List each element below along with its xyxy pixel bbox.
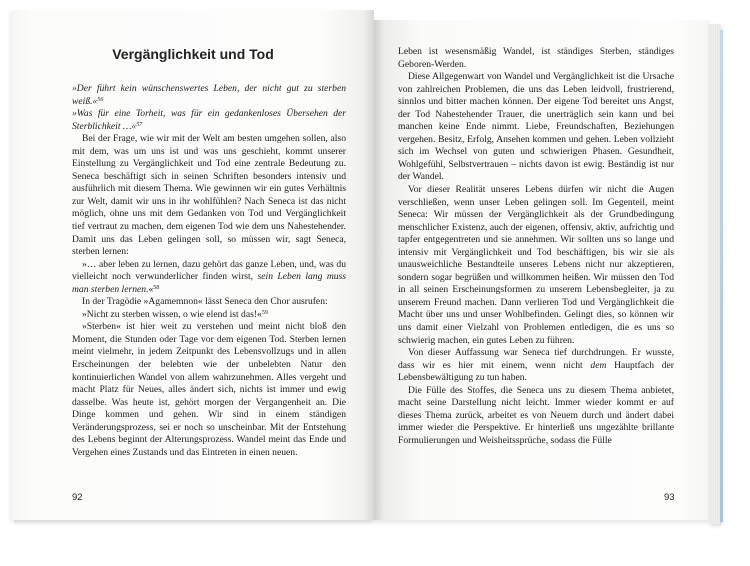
chapter-title: Vergänglichkeit und Tod	[112, 46, 274, 62]
block-quote: »… aber leben zu lernen, dazu gehört das ganze Leben, und, was du vielleicht noch verwunderlicher finden wirst, sein Leben lang muss man sterben lernen.«$^{58}$	[72, 258, 347, 295]
paragraph: Die Fülle des Stoffes, die Seneca uns zu diesem Thema anbietet, macht seine Darstellung nicht leicht. Immer wieder kommt er auf dieses Thema zurück, arbeitet es von Neuem durch und ändert dabei immer wieder die Perspektive. Er hinterließ uns ungezählte brillante Formulierungen und Weisheitssprüche, sodass die Fülle	[398, 384, 674, 446]
left-page-text	[72, 83, 346, 459]
page-edge-stack	[708, 24, 720, 524]
paragraph: In der Tragödie »Agamemnon« lässt Seneca den Chor ausrufen:	[82, 296, 328, 308]
epigraph-quote-1: »Der führt kein wünschenswertes Leben, der nicht gut zu sterben weiß.«$^{56}$	[72, 83, 346, 107]
paragraph: Bei der Frage, wie wir mit der Welt am besten umgehen sollen, also mit dem, was um uns ist und was uns geschieht, kommt unserer Einstellung zu Vergänglichkeit und Tod eine zentrale Bedeutung zu. Seneca beschäftigt sich in seinen Schriften besonders intensiv und ausführlich mit diesem Thema. Wie gewinnen wir ein gutes Verhältnis zur Welt, damit wir uns in ihr wohlfühlen? Nach Seneca ist das nicht möglich, ohne uns mit dem Gedanken von Tod und Vergänglichkeit tief vertraut zu machen, dem eigenen Tod wie dem uns Nahestehender. Damit uns das Leben gelingen soll, so müssen wir, sagt Seneca, sterben lernen:	[72, 133, 346, 258]
paragraph: Leben ist wesensmäßig Wandel, ist ständiges Sterben, ständiges Geboren-Werden.	[398, 46, 674, 70]
paragraph: Von dieser Auffassung war Seneca tief durchdrungen. Er wusste, dass wir es hier mit einem, wenn nicht dem Hauptfach der Lebensbewältigung zu tun haben.	[398, 347, 674, 384]
paragraph: »Sterben« ist hier weit zu verstehen und meint nicht bloß den Moment, die Stunden oder Tage vor dem eigenen Tod. Sterben lernen meint vielmehr, in jedem Zeitpunkt des Lebensvollzugs und in allen Erscheinungen der belebten wie der unbelebten Natur den kontinuierlichen Wandel von allem wahrzunehmen. Alles vergeht und macht Platz für Neues, alles ändert sich, nichts ist immer und ewig dasselbe. Was heute ist, gehört morgen der Vergangenheit an. Die Dinge kommen und gehen. Wir sind in einem ständigen Veränderungsprozess, sei er noch so unscheinbar. Mit der Entstehung des Lebens beginnt der Alterungsprozess. Wandel meint das Ende und Vergehen eines Zustands und das Eintreten in einen neuen.	[72, 321, 346, 458]
page-number-left: 92	[72, 492, 83, 503]
epigraph-quote-2: »Was für eine Torheit, was für ein gedankenloses Übersehen der Sterblichkeit …«$^{57}$	[72, 108, 346, 132]
page-number-right: 93	[664, 492, 675, 503]
right-page-text	[398, 46, 674, 448]
book-cover-edge	[720, 30, 723, 522]
paragraph: Diese Allgegenwart von Wandel und Vergänglichkeit ist die Ursache von zahlreichen Problemen, die uns das Leben leidvoll, frustrierend, sinnlos und bitter machen können. Der eigene Tod bereitet uns Angst, der Tod Nahestehender Trauer, die unerträglich sein kann und bei manchen keine Ende nimmt. Liebe, Freundschaften, Beziehungen vergehen. Besitz, Erfolg, Ansehen kommen und gehen. Leben vollzieht sich im Wechsel von guten und schwierigen Phasen. Gesundheit, Wohlgefühl, Selbstvertrauen – nichts davon ist ewig. Beständig ist nur der Wandel.	[398, 71, 674, 183]
block-quote: »Nicht zu sterben wissen, o wie elend ist das!«$^{59}$	[82, 308, 268, 320]
paragraph: Vor dieser Realität unseres Lebens dürfen wir nicht die Augen verschließen, wenn unser Leben gelingen soll. Im Gegenteil, meint Seneca: Wir müssen der Vergänglichkeit als der Grundbedingung menschlicher Existenz, auch der eigenen, offensiv, aktiv, aufrichtig und tapfer entgegentreten und sie annehmen. Wir sollten uns so lange und intensiv mit Vergänglichkeit und Tod beschäftigen, bis wir sie als unausweichliche Bestandteile unseres Lebens nicht nur akzeptieren, sondern sogar begrüßen und willkommen heißen. Wir müssen den Tod in all seinen Erscheinungsformen zu unserem Lebensbegleiter, ja zu unserem Freund machen. Dann verlieren Tod und Vergänglichkeit die Macht über uns und unser Wohlbefinden. Gelingt dies, so können wir uns damit einer Vielzahl von Problemen entledigen, die es uns so schwierig machen, ein gutes Leben zu führen.	[398, 184, 674, 346]
